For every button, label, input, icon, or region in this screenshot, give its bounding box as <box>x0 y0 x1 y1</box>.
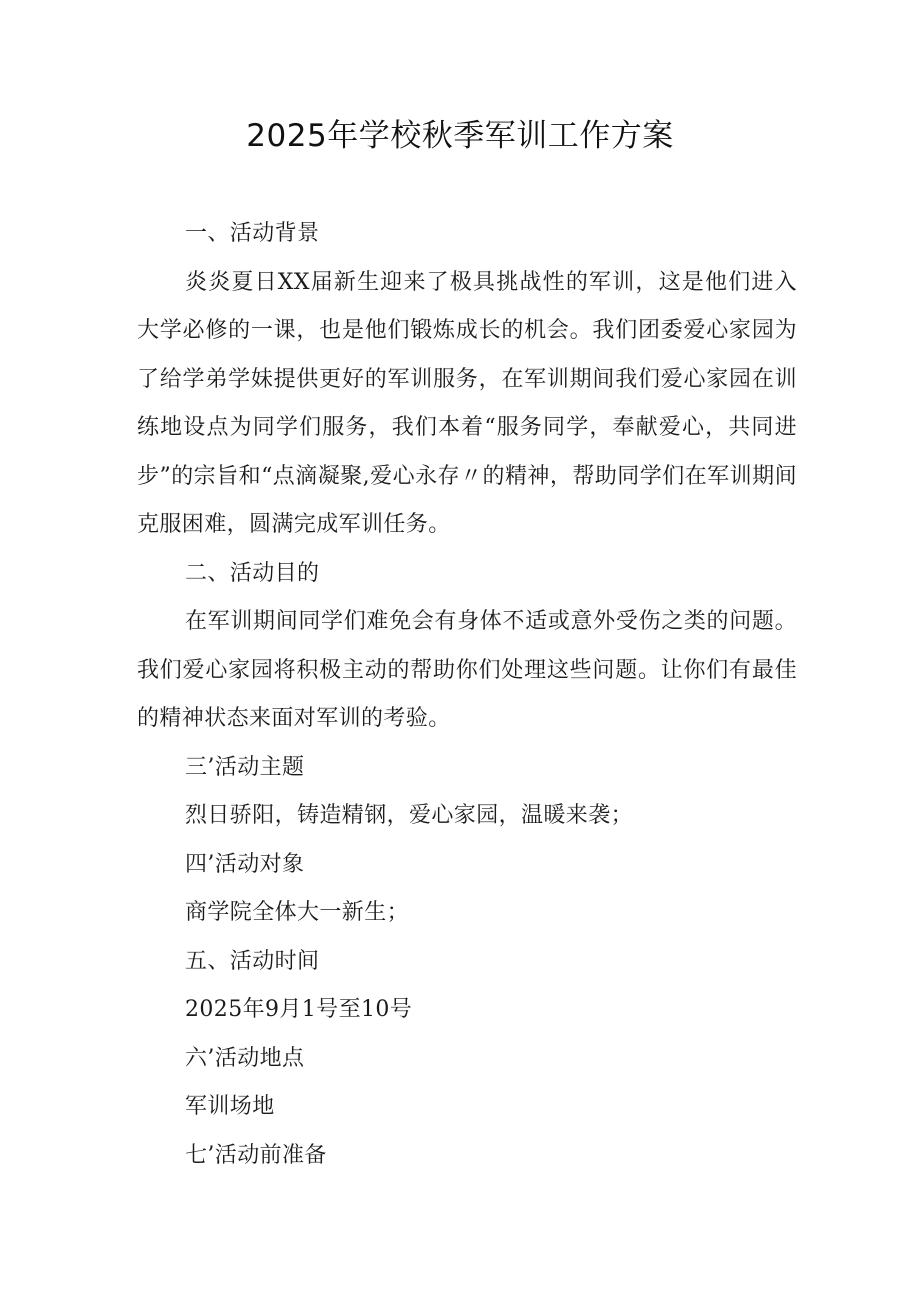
section-heading-purpose: 二、活动目的 <box>185 560 320 586</box>
section-heading-audience: 四’活动对象 <box>185 851 305 877</box>
section-body-background: 炎炎夏日XX届新生迎来了极具挑战性的军训，这是他们进入大学必修的一课，也是他们锻炼成长的机会。我们团委爱心家园为了给学弟学妹提供更好的军训服务，在军训期间我们爱心家园在训练地设点为同学们服务，我们本着“服务同学，奉献爱心，共同进步”的宗旨和“点滴凝聚,爱心永存〃的精神，帮助同学们在军训期间克服困难，圆满完成军训任务。 <box>137 269 797 537</box>
section-heading-location: 六’活动地点 <box>185 1045 305 1071</box>
section-heading-time: 五、活动时间 <box>185 948 320 974</box>
section-body-purpose: 在军训期间同学们难免会有身体不适或意外受伤之类的问题。我们爱心家园将积极主动的帮助你们处理这些问题。让你们有最佳的精神状态来面对军训的考验。 <box>137 609 797 731</box>
section-body-audience: 商学院全体大一新生； <box>185 900 410 925</box>
section-body-time: 2025年9月1号至10号 <box>185 997 413 1022</box>
section-body-location: 军训场地 <box>185 1094 275 1119</box>
document-title: 2025年学校秋季军训工作方案 <box>246 118 674 154</box>
document-body <box>137 210 797 1180</box>
section-heading-theme: 三’活动主题 <box>185 754 305 780</box>
section-heading-preparation: 七’活动前准备 <box>185 1142 327 1168</box>
section-body-theme: 烈日骄阳，铸造精钢，爱心家园，温暖来袭； <box>185 803 634 828</box>
section-heading-background: 一、活动背景 <box>185 221 320 246</box>
